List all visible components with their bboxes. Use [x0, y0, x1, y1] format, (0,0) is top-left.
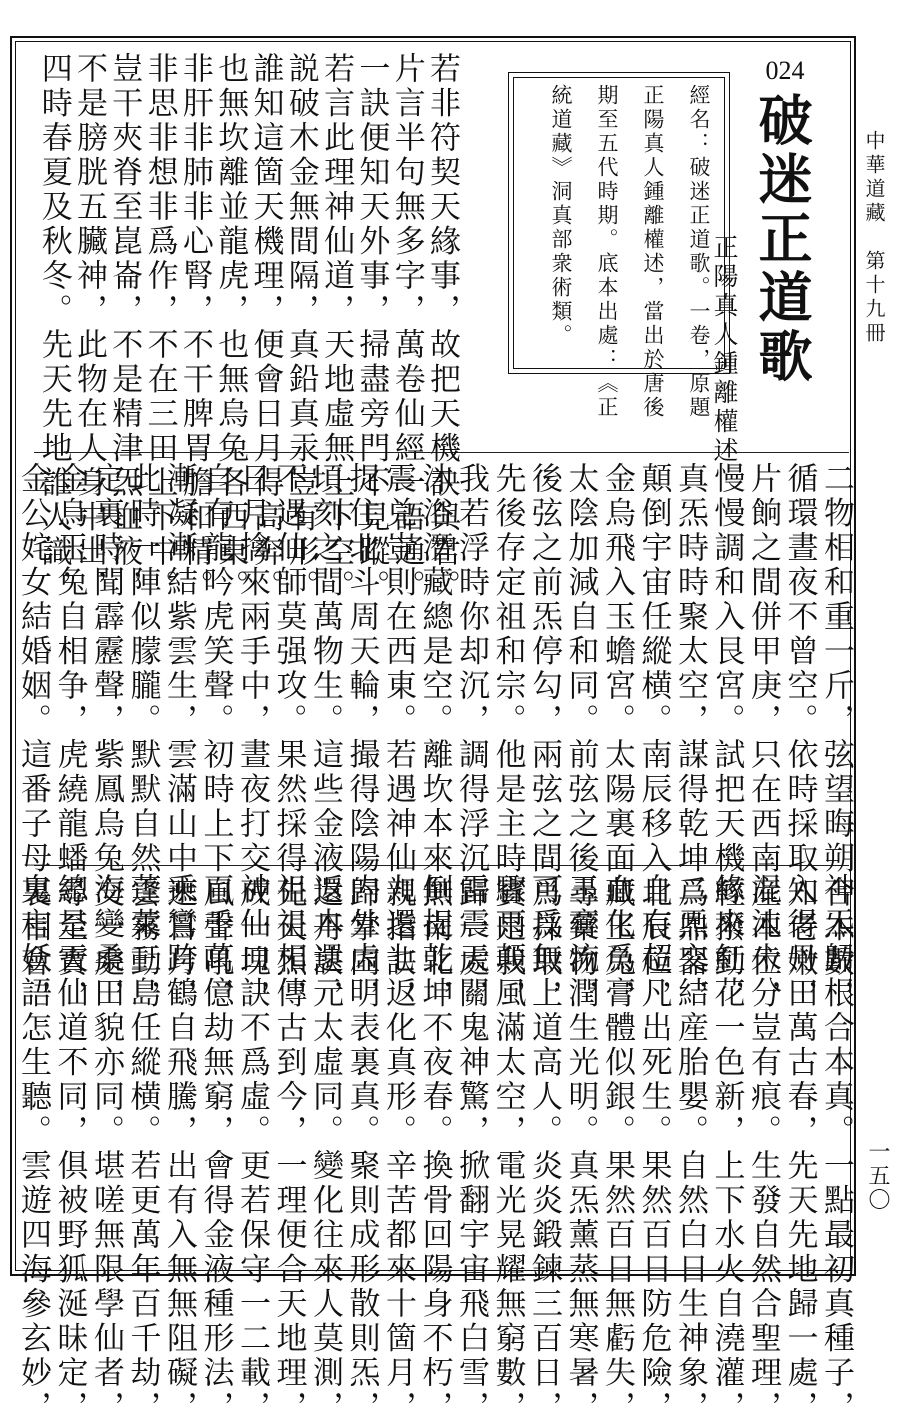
text-column-bottom: 九還七返化真形。辛苦都來十箇月， — [380, 873, 416, 1425]
text-column-bottom: 祖祖相傳古到今，一理便合天地理， — [270, 873, 307, 1425]
text-column-bottom: 入得丹田萬古春，先天先地歸一處， — [781, 873, 818, 1425]
text-column-bottom: 玉膏流潤生光明。真炁薰蒸無寒暑， — [562, 873, 599, 1425]
note-line: 正陽真人鍾離權述，當出於唐後 — [641, 84, 665, 420]
text-column-middle: 自有龍吟虎笑聲。初時上下風聲吼， — [197, 462, 234, 1014]
text-column-middle: 二物相和重一斤，弦望晦朔合本數， — [818, 462, 854, 1014]
text-column-top: 不是膀胱五臟神，此物在人身中出， — [71, 52, 107, 604]
text-column-middle: 震兑豈則在西東。若遇神仙親指訣， — [380, 462, 416, 1014]
text-column-bottom: 雷震天關鬼神驚，掀翻宇宙飛白雪， — [453, 873, 489, 1425]
text-column-bottom: 鬼言妖語怎生聽。雲遊四海參玄妙， — [15, 873, 51, 1425]
text-column-middle: 金烏玉兔自相争，虎繞龍蟠尋至寶， — [51, 462, 88, 1014]
text-column-bottom: 緣來紅花一色新，上下水火自澆灌， — [708, 873, 745, 1425]
text-column-middle: 沐浴潛藏總是空。離坎本來無南北， — [416, 462, 453, 1014]
text-column-bottom: 總是天仙道不同，俱被野狐涎昧定， — [51, 873, 88, 1425]
text-column-middle: 慢慢調和入艮宮。試把天機輕撥動， — [708, 462, 745, 1014]
text-column-top: 也無坎離並龍虎，也無烏兔各西東。 — [212, 52, 249, 604]
text-column-bottom: 乘鸞跨鶴自飛騰，出有入無無阻礙， — [161, 873, 197, 1425]
text-column-bottom: 混沌未分豈有痕。生發自然合聖理， — [745, 873, 781, 1425]
text-column-middle: 後弦之前炁停勾，兩弦之間爲採取， — [526, 462, 562, 1014]
text-column-middle: 片餉之間併甲庚，只在西南産本位， — [745, 462, 781, 1014]
text-column-middle: 捉住北斗周天輪，撮得陰陽歸掌内， — [343, 462, 380, 1014]
text-column-bottom: 神仙口訣不爲虛。更若保守一二載， — [234, 873, 270, 1425]
text-column-middle: 頃刻之間萬物生。這些金液還丹訣， — [307, 462, 343, 1014]
text-column-top: 一訣便知天外事，掃盡旁門不見蹤。 — [353, 52, 390, 604]
note-line: 經名：破迷正道歌。一卷，原題 — [687, 84, 711, 420]
document-author: 正陽真人鍾離權述 — [710, 234, 739, 466]
text-column-top: 非思非想非爲作，不在三田上下中。 — [141, 52, 178, 604]
text-column-bottom: 内外虛明表裏真。聚則成形散則炁， — [343, 873, 380, 1425]
text-column-middle: 不遇仙師莫强攻。果然採得先天炁， — [270, 462, 307, 1014]
text-column-top: 片言半句無多字，萬卷仙經一語通。 — [388, 52, 425, 604]
text-column-bottom: 血化爲膏體似銀。果然百日無虧失， — [599, 873, 635, 1425]
document-title: 破迷正道歌 — [750, 92, 813, 387]
document-number: 024 — [765, 56, 805, 85]
text-column-top: 非肝非肺非心腎，不干脾胃膽和精。 — [176, 52, 213, 604]
text-column-middle: 此時一陣似朦朧。默默自然雲霧動， — [124, 462, 161, 1014]
text-column-top: 四時春夏及秋冬。先天先地誰人識， — [35, 52, 72, 604]
text-column-middle: 顛倒宇宙任縱横。南辰移入北辰位， — [635, 462, 672, 1014]
text-column-bottom: 倒捉乾坤不夜春。換骨回陽身不朽， — [416, 873, 453, 1425]
text-column-bottom: 返本還元太虛同。變化往來人莫測， — [307, 873, 343, 1425]
text-column-top: 豈干夾脊至崑崙，不是精津炁血液， — [106, 52, 143, 604]
text-column-top: 若言此理神仙道，天地虛無上下空。 — [318, 52, 355, 604]
text-column-middle: 真炁時時聚太空，謀得乾坤爲鼎器， — [672, 462, 708, 1014]
text-column-middle: 我若浮時你却沉，調得浮沉歸一處， — [453, 462, 489, 1014]
text-column-bottom: 神炁歸根合本真。一點最初真種子， — [818, 873, 854, 1425]
text-column-bottom: 海變桑田貌亦同。堪嗟無限學仙者， — [88, 873, 124, 1425]
text-column-bottom: 蓬萊三島任縱横。若更萬年百千劫， — [124, 873, 161, 1425]
text-column-middle: 金公姹女結婚姻。這番子母裏相會， — [15, 462, 51, 1014]
text-column-top: 説破木金無間隔，真鉛真汞豈有形。 — [282, 52, 319, 604]
text-column-bottom: 百千萬億劫無窮，會得金液種形法， — [197, 873, 234, 1425]
text-column-middle: 日月擒來兩手中，晝夜打交成一塊， — [234, 462, 270, 1014]
page-number: 一五〇 — [865, 1140, 890, 1212]
text-column-top: 若非符契天緣事，故把天機訣與君。 — [424, 52, 460, 604]
text-column-bottom: 自有超凡出死生。果然百日防危險， — [635, 873, 672, 1425]
text-column-bottom: 驟雨顛風滿太空，電光晃耀無窮數， — [489, 873, 526, 1425]
text-column-bottom: 二炁交結産胎嬰。自然白日生神象， — [672, 873, 708, 1425]
text-column-top: 誰知這箇天機理，便會日月得高奔。 — [247, 52, 284, 604]
text-column-bottom: 可爲無上道高人。炎炎鍛鍊三百日， — [526, 873, 562, 1425]
text-column-middle: 先後存定祖和宗。他是主時賓是我， — [489, 462, 526, 1014]
text-column-middle: 太陰加減自和同。前弦之後尋藥物， — [562, 462, 599, 1014]
text-column-middle: 金烏飛入玉蟾宮。太陽裏面藏玉兔， — [599, 462, 635, 1014]
text-column-middle: 循環晝夜不曾空。依時採取知老嫩， — [781, 462, 818, 1014]
collection-header: 中華道藏 第十九冊 — [862, 130, 886, 346]
note-line: 期至五代時期。底本出處：《正 — [595, 84, 619, 420]
text-column-middle: 漸凝漸結紫雲生，雲滿山中遮日月， — [161, 462, 197, 1014]
note-line: 統道藏》洞真部衆術類。 — [549, 84, 573, 348]
text-column-middle: 定裏時聞霹靂聲，紫鳳烏兔交一處， — [88, 462, 124, 1014]
